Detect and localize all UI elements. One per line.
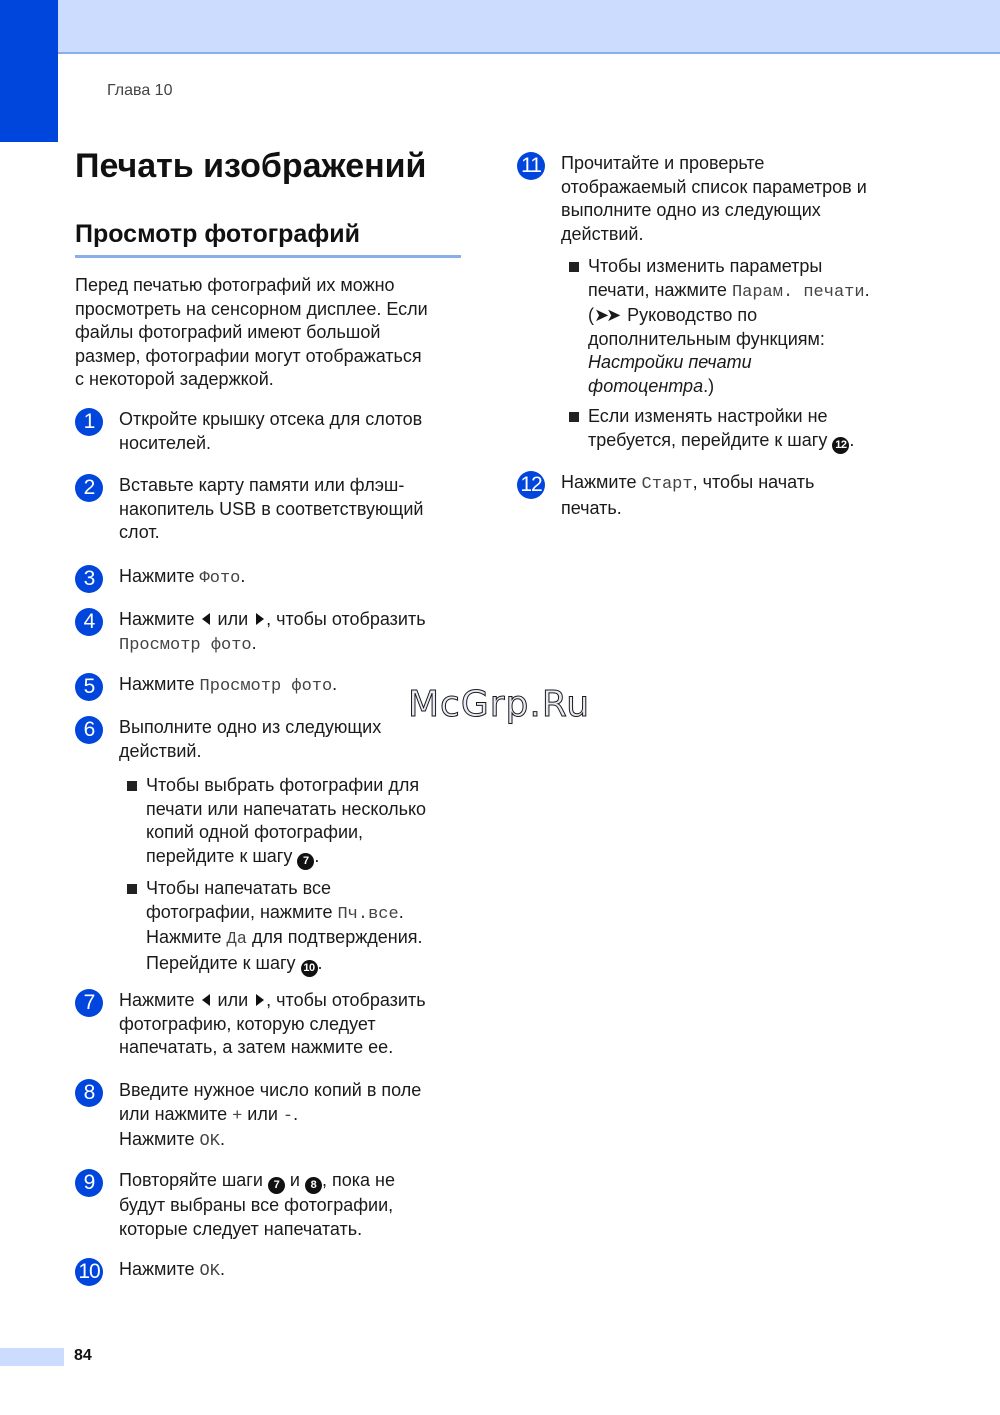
step-number-badge: 9 bbox=[75, 1169, 103, 1197]
ui-key-photo-view: Просмотр фото bbox=[199, 677, 333, 696]
intro-line: размер, фотографии могут отображаться bbox=[75, 345, 422, 366]
step-line: выполните одно из следующих bbox=[561, 200, 821, 220]
right-arrow-icon bbox=[256, 994, 264, 1006]
punctuation: . bbox=[314, 845, 320, 866]
section-title: Просмотр фотографий bbox=[75, 220, 360, 248]
step-number-badge: 5 bbox=[75, 673, 103, 701]
ui-key-ok: OK bbox=[199, 1132, 220, 1151]
step-line: , чтобы отобразить bbox=[266, 609, 426, 629]
bullet-line: дополнительным функциям: bbox=[588, 328, 825, 349]
step-line: Нажмите bbox=[119, 990, 200, 1010]
punctuation: ( bbox=[588, 305, 594, 325]
step-line: Выполните одно из следующих bbox=[119, 717, 382, 737]
step-text bbox=[119, 989, 426, 1060]
ui-key-print-settings: Парам. печати bbox=[731, 282, 865, 302]
step-6-bullet-1 bbox=[146, 774, 426, 870]
step-line: накопитель USB в соответствующий bbox=[119, 498, 424, 519]
step-line: действий. bbox=[119, 740, 202, 761]
step-line: Нажмите bbox=[119, 674, 200, 694]
manual-section-title: Настройки печати bbox=[588, 352, 752, 372]
punctuation: .) bbox=[703, 375, 715, 396]
punctuation: . bbox=[219, 1259, 225, 1279]
punctuation: . bbox=[864, 279, 870, 300]
step-line: будут выбраны все фотографии, bbox=[119, 1195, 394, 1215]
step-text bbox=[119, 1079, 421, 1154]
footer-band bbox=[0, 1348, 64, 1366]
header-band bbox=[0, 0, 1000, 52]
step-11-bullet-2 bbox=[588, 405, 854, 454]
step-text bbox=[119, 565, 245, 591]
punctuation: . bbox=[332, 674, 338, 694]
step-line: Введите нужное число копий в поле bbox=[119, 1080, 422, 1100]
step-number-badge: 11 bbox=[517, 152, 545, 180]
intro-line: Перед печатью фотографий их можно bbox=[75, 275, 395, 295]
step-line: или bbox=[242, 1103, 283, 1124]
ui-key-print-all: Пч.все bbox=[337, 904, 399, 924]
step-line: фотографию, которую следует bbox=[119, 1013, 376, 1034]
punctuation: . bbox=[251, 632, 257, 653]
step-number-badge: 6 bbox=[75, 716, 103, 744]
header-rule bbox=[58, 52, 1000, 54]
step-ref-badge: 12 bbox=[832, 437, 849, 454]
step-line: действий. bbox=[561, 223, 644, 244]
step-text bbox=[119, 1169, 395, 1241]
step-text bbox=[119, 408, 422, 455]
step-line: Нажмите bbox=[119, 566, 200, 586]
punctuation: . bbox=[398, 901, 404, 922]
chapter-label: Глава 10 bbox=[107, 82, 173, 99]
step-ref-badge: 7 bbox=[268, 1177, 285, 1194]
ui-key-minus: - bbox=[282, 1106, 294, 1126]
ui-key-yes: Да bbox=[226, 930, 247, 949]
step-line: Вставьте карту памяти или флэш- bbox=[119, 475, 405, 495]
intro-paragraph bbox=[75, 274, 465, 392]
manual-section-title: фотоцентра bbox=[588, 375, 704, 396]
intro-line: просмотреть на сенсорном дисплее. Если bbox=[75, 298, 428, 319]
ui-key-start: Старт bbox=[641, 475, 693, 494]
step-line: слот. bbox=[119, 522, 160, 542]
bullet-line: для подтверждения. bbox=[246, 927, 423, 947]
punctuation: . bbox=[293, 1103, 299, 1124]
step-text bbox=[119, 608, 426, 657]
step-text bbox=[119, 474, 423, 545]
ui-key-photo: Фото bbox=[199, 569, 241, 588]
step-11-bullet-1 bbox=[588, 255, 870, 398]
step-line: которые следует напечатать. bbox=[119, 1218, 363, 1239]
step-number-badge: 3 bbox=[75, 565, 103, 593]
left-arrow-icon bbox=[202, 613, 210, 625]
step-ref-badge: 8 bbox=[305, 1177, 322, 1194]
bullet-line: печати или напечатать несколько bbox=[146, 798, 427, 819]
bullet-line: перейдите к шагу bbox=[146, 845, 298, 866]
step-line: Прочитайте и проверьте bbox=[561, 153, 765, 173]
bullet-line: Если изменять настройки не bbox=[588, 406, 828, 426]
step-line: , пока не bbox=[321, 1170, 395, 1190]
ui-key-ok: OK bbox=[199, 1262, 220, 1281]
bullet-square-icon bbox=[127, 884, 137, 894]
page-number: 84 bbox=[74, 1347, 92, 1364]
step-text bbox=[119, 716, 381, 763]
chapter-tab bbox=[0, 0, 58, 142]
bullet-line: фотографии, нажмите bbox=[146, 901, 338, 922]
intro-line: файлы фотографий имеют большой bbox=[75, 322, 381, 342]
bullet-line: Руководство по bbox=[622, 305, 758, 325]
step-6-bullet-2 bbox=[146, 877, 423, 977]
step-number-badge: 2 bbox=[75, 474, 103, 502]
step-ref-badge: 7 bbox=[297, 853, 314, 870]
punctuation: . bbox=[317, 952, 323, 973]
bullet-line: копий одной фотографии, bbox=[146, 822, 364, 842]
step-line: Нажмите bbox=[561, 472, 642, 492]
step-number-badge: 12 bbox=[517, 471, 545, 499]
punctuation: . bbox=[849, 429, 855, 450]
step-line: или нажмите bbox=[119, 1103, 233, 1124]
step-number-badge: 4 bbox=[75, 608, 103, 636]
step-ref-badge: 10 bbox=[301, 960, 318, 977]
step-line: Нажмите bbox=[119, 1259, 200, 1279]
step-number-badge: 8 bbox=[75, 1079, 103, 1107]
punctuation: . bbox=[219, 1129, 225, 1149]
bullet-line: требуется, перейдите к шагу bbox=[588, 429, 833, 450]
step-line: и bbox=[284, 1170, 305, 1190]
bullet-square-icon bbox=[569, 262, 579, 272]
bullet-line: печати, нажмите bbox=[588, 279, 732, 300]
step-number-badge: 1 bbox=[75, 408, 103, 436]
double-chevron-icon: ➤➤ bbox=[594, 305, 619, 325]
step-number-badge: 7 bbox=[75, 989, 103, 1017]
step-line: Нажмите bbox=[119, 1129, 200, 1149]
right-arrow-icon bbox=[256, 613, 264, 625]
step-line: , чтобы отобразить bbox=[266, 990, 426, 1010]
step-line: печать. bbox=[561, 497, 622, 518]
left-arrow-icon bbox=[202, 994, 210, 1006]
bullet-line: Чтобы напечатать все bbox=[146, 878, 332, 898]
step-line: носителей. bbox=[119, 432, 212, 453]
step-line: отображаемый список параметров и bbox=[561, 176, 867, 197]
bullet-square-icon bbox=[569, 412, 579, 422]
bullet-line: Чтобы выбрать фотографии для bbox=[146, 775, 420, 795]
step-text bbox=[561, 152, 867, 246]
step-number-badge: 10 bbox=[75, 1258, 103, 1286]
bullet-line: Перейдите к шагу bbox=[146, 952, 301, 973]
step-line: или bbox=[212, 609, 254, 629]
intro-line: с некоторой задержкой. bbox=[75, 369, 274, 389]
step-line: Нажмите bbox=[119, 609, 200, 629]
step-text bbox=[119, 1258, 225, 1284]
step-text bbox=[561, 471, 814, 520]
ui-key-photo-view: Просмотр фото bbox=[119, 635, 252, 655]
step-line: , чтобы начать bbox=[692, 472, 815, 492]
step-line: Повторяйте шаги bbox=[119, 1170, 268, 1190]
punctuation: . bbox=[240, 566, 246, 586]
bullet-line: Нажмите bbox=[146, 927, 227, 947]
step-line: напечатать, а затем нажмите ее. bbox=[119, 1037, 394, 1057]
step-line: Откройте крышку отсека для слотов bbox=[119, 409, 423, 429]
bullet-line: Чтобы изменить параметры bbox=[588, 256, 823, 276]
bullet-square-icon bbox=[127, 781, 137, 791]
page-title: Печать изображений bbox=[75, 147, 427, 185]
watermark: McGrp.Ru bbox=[408, 684, 591, 725]
step-text bbox=[119, 673, 337, 699]
section-rule bbox=[75, 255, 461, 258]
step-line: или bbox=[212, 990, 254, 1010]
ui-key-plus: + bbox=[232, 1106, 243, 1126]
